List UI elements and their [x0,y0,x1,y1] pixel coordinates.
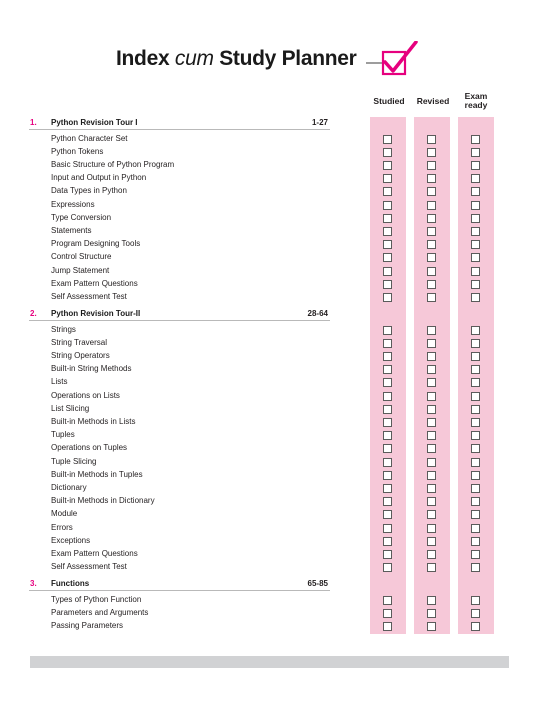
exam-ready-checkbox[interactable] [471,471,480,480]
topic-label: Tuple Slicing [51,456,97,466]
exam-ready-checkbox[interactable] [471,148,480,157]
topic-row [0,292,542,305]
studied-checkbox[interactable] [383,444,392,453]
revised-checkbox[interactable] [427,431,436,440]
exam-ready-checkbox[interactable] [471,596,480,605]
revised-checkbox[interactable] [427,253,436,262]
exam-ready-checkbox[interactable] [471,174,480,183]
revised-checkbox[interactable] [427,378,436,387]
revised-checkbox[interactable] [427,524,436,533]
exam-ready-checkbox[interactable] [471,609,480,618]
column-header-revised: Revised [416,96,450,106]
revised-checkbox[interactable] [427,497,436,506]
exam-ready-checkbox[interactable] [471,550,480,559]
topic-label: Exam Pattern Questions [51,549,138,558]
topic-row [0,509,542,522]
exam-ready-checkbox[interactable] [471,365,480,374]
topic-row [0,338,542,351]
studied-checkbox[interactable] [383,405,392,414]
topic-row [0,377,542,390]
revised-checkbox[interactable] [427,326,436,335]
chapter-row [0,579,542,592]
revised-checkbox[interactable] [427,148,436,157]
studied-checkbox[interactable] [383,471,392,480]
studied-checkbox[interactable] [383,431,392,440]
studied-checkbox[interactable] [383,352,392,361]
exam-ready-checkbox[interactable] [471,352,480,361]
topic-row [0,470,542,483]
topic-label: Type Conversion [51,212,112,222]
chapter-divider [29,129,330,130]
exam-ready-checkbox[interactable] [471,563,480,572]
topic-label: Python Character Set [51,133,128,143]
footer-bar [30,656,509,668]
revised-checkbox[interactable] [427,227,436,236]
exam-ready-checkbox[interactable] [471,431,480,440]
studied-checkbox[interactable] [383,267,392,276]
topic-row [0,391,542,404]
revised-checkbox[interactable] [427,622,436,631]
revised-checkbox[interactable] [427,537,436,546]
exam-ready-checkbox[interactable] [471,458,480,467]
page-title [0,47,542,77]
exam-ready-checkbox[interactable] [471,187,480,196]
topic-label: Input and Output in Python [51,173,147,183]
topic-label: Built-in Methods in Dictionary [51,496,155,506]
topic-row [0,147,542,160]
topic-row [0,239,542,252]
topic-label: Passing Parameters [51,621,124,631]
topic-label: Expressions [51,199,95,209]
studied-checkbox[interactable] [383,378,392,387]
revised-checkbox[interactable] [427,352,436,361]
revised-checkbox[interactable] [427,187,436,196]
revised-checkbox[interactable] [427,484,436,493]
topic-label: Built-in Methods in Lists [51,417,136,426]
topic-label: Built-in String Methods [51,364,132,374]
exam-ready-checkbox[interactable] [471,537,480,546]
studied-checkbox[interactable] [383,365,392,374]
topic-row [0,443,542,456]
topic-row [0,430,542,443]
revised-checkbox[interactable] [427,444,436,453]
revised-checkbox[interactable] [427,471,436,480]
studied-checkbox[interactable] [383,227,392,236]
topic-label: Exam Pattern Questions [51,278,138,288]
page-title-text: Index cum Study Planner [116,47,357,70]
exam-ready-checkbox[interactable] [471,240,480,249]
revised-checkbox[interactable] [427,201,436,210]
column-header-studied: Studied [373,96,405,106]
chapter-number: 2. [30,309,37,319]
topic-label: Errors [51,522,73,532]
studied-checkbox[interactable] [383,326,392,335]
exam-ready-checkbox[interactable] [471,444,480,453]
studied-checkbox[interactable] [383,497,392,506]
topic-label: Self Assessment Test [51,562,127,572]
exam-ready-checkbox[interactable] [471,280,480,289]
studied-checkbox[interactable] [383,596,392,605]
studied-checkbox[interactable] [383,550,392,559]
revised-checkbox[interactable] [427,418,436,427]
revised-checkbox[interactable] [427,174,436,183]
chapter-pages: 65-85 [307,579,328,589]
studied-checkbox[interactable] [383,458,392,467]
studied-checkbox[interactable] [383,280,392,289]
studied-checkbox[interactable] [383,135,392,144]
exam-ready-checkbox[interactable] [471,326,480,335]
studied-checkbox[interactable] [383,240,392,249]
exam-ready-checkbox[interactable] [471,418,480,427]
exam-ready-checkbox[interactable] [471,392,480,401]
topic-label: Data Types in Python [51,186,127,196]
studied-checkbox[interactable] [383,148,392,157]
topic-label: Module [51,509,78,519]
chapter-divider [29,590,330,591]
topic-row [0,252,542,265]
chapter-title: Python Revision Tour-II [51,309,141,319]
exam-ready-checkbox[interactable] [471,161,480,170]
studied-checkbox[interactable] [383,622,392,631]
exam-ready-checkbox[interactable] [471,497,480,506]
topic-row [0,536,542,549]
topic-row [0,200,542,213]
topic-row [0,483,542,496]
chapter-pages: 28-64 [307,309,328,319]
topic-row [0,496,542,509]
revised-checkbox[interactable] [427,267,436,276]
topic-row [0,213,542,226]
topic-label: Lists [51,377,68,387]
topic-label: Operations on Tuples [51,443,128,453]
topic-label: Tuples [51,430,75,440]
revised-checkbox[interactable] [427,550,436,559]
revised-checkbox[interactable] [427,365,436,374]
revised-checkbox[interactable] [427,293,436,302]
topic-label: Jump Statement [51,265,110,275]
studied-checkbox[interactable] [383,418,392,427]
topic-label: String Operators [51,351,110,360]
topic-row [0,226,542,239]
topic-label: String Traversal [51,337,108,347]
studied-checkbox[interactable] [383,609,392,618]
topic-row [0,595,542,608]
chapter-pages: 1-27 [311,118,328,127]
topic-row [0,417,542,430]
topic-row [0,351,542,364]
exam-ready-checkbox[interactable] [471,405,480,414]
topic-label: Exceptions [51,535,91,545]
chapter-number: 3. [30,579,37,589]
studied-checkbox[interactable] [383,201,392,210]
exam-ready-checkbox[interactable] [471,135,480,144]
revised-checkbox[interactable] [427,214,436,223]
studied-checkbox[interactable] [383,524,392,533]
revised-checkbox[interactable] [427,563,436,572]
exam-ready-checkbox[interactable] [471,201,480,210]
studied-checkbox[interactable] [383,339,392,348]
topic-label: Basic Structure of Python Program [51,159,175,169]
revised-checkbox[interactable] [427,596,436,605]
chapter-divider [29,320,330,321]
studied-checkbox[interactable] [383,214,392,223]
revised-checkbox[interactable] [427,392,436,401]
exam-ready-checkbox[interactable] [471,267,480,276]
exam-ready-checkbox[interactable] [471,227,480,236]
exam-ready-checkbox[interactable] [471,293,480,302]
topic-label: Statements [51,225,92,235]
chapter-row [0,309,542,322]
topic-label: Parameters and Arguments [51,608,149,618]
topic-row [0,457,542,470]
topic-row [0,160,542,173]
exam-ready-checkbox[interactable] [471,378,480,387]
topic-label: Built-in Methods in Tuples [51,469,143,479]
studied-checkbox[interactable] [383,174,392,183]
revised-checkbox[interactable] [427,339,436,348]
column-header-exam-ready: Exam ready [464,91,488,110]
topic-label: Python Tokens [51,146,104,156]
revised-checkbox[interactable] [427,458,436,467]
topic-row [0,621,542,634]
topic-row [0,404,542,417]
topic-label: Types of Python Function [51,594,142,604]
exam-ready-checkbox[interactable] [471,339,480,348]
topic-row [0,266,542,279]
studied-checkbox[interactable] [383,537,392,546]
topic-row [0,549,542,562]
exam-ready-checkbox[interactable] [471,510,480,519]
revised-checkbox[interactable] [427,240,436,249]
studied-checkbox[interactable] [383,253,392,262]
topic-label: Self Assessment Test [51,291,127,301]
revised-checkbox[interactable] [427,135,436,144]
checkmark-icon [364,41,424,81]
topic-label: Program Designing Tools [51,239,141,249]
revised-checkbox[interactable] [427,405,436,414]
exam-ready-checkbox[interactable] [471,214,480,223]
exam-ready-checkbox[interactable] [471,253,480,262]
topic-row [0,134,542,147]
studied-checkbox[interactable] [383,293,392,302]
chapter-row [0,118,542,131]
revised-checkbox[interactable] [427,510,436,519]
studied-checkbox[interactable] [383,187,392,196]
exam-ready-checkbox[interactable] [471,622,480,631]
studied-checkbox[interactable] [383,484,392,493]
exam-ready-checkbox[interactable] [471,484,480,493]
chapter-title: Python Revision Tour I [51,118,138,127]
exam-ready-checkbox[interactable] [471,524,480,533]
topic-row [0,523,542,536]
topic-row [0,279,542,292]
topic-row [0,364,542,377]
revised-checkbox[interactable] [427,609,436,618]
topic-row [0,562,542,575]
topic-row [0,173,542,186]
studied-checkbox[interactable] [383,392,392,401]
topic-label: Strings [51,324,76,334]
topic-label: List Slicing [51,403,90,413]
topic-row [0,325,542,338]
studied-checkbox[interactable] [383,563,392,572]
topic-row [0,608,542,621]
topic-row [0,186,542,199]
topic-label: Operations on Lists [51,390,120,400]
chapter-number: 1. [30,118,37,127]
topic-label: Dictionary [51,483,87,492]
studied-checkbox[interactable] [383,510,392,519]
revised-checkbox[interactable] [427,161,436,170]
chapter-title: Functions [51,579,90,589]
revised-checkbox[interactable] [427,280,436,289]
studied-checkbox[interactable] [383,161,392,170]
topic-label: Control Structure [51,252,112,262]
